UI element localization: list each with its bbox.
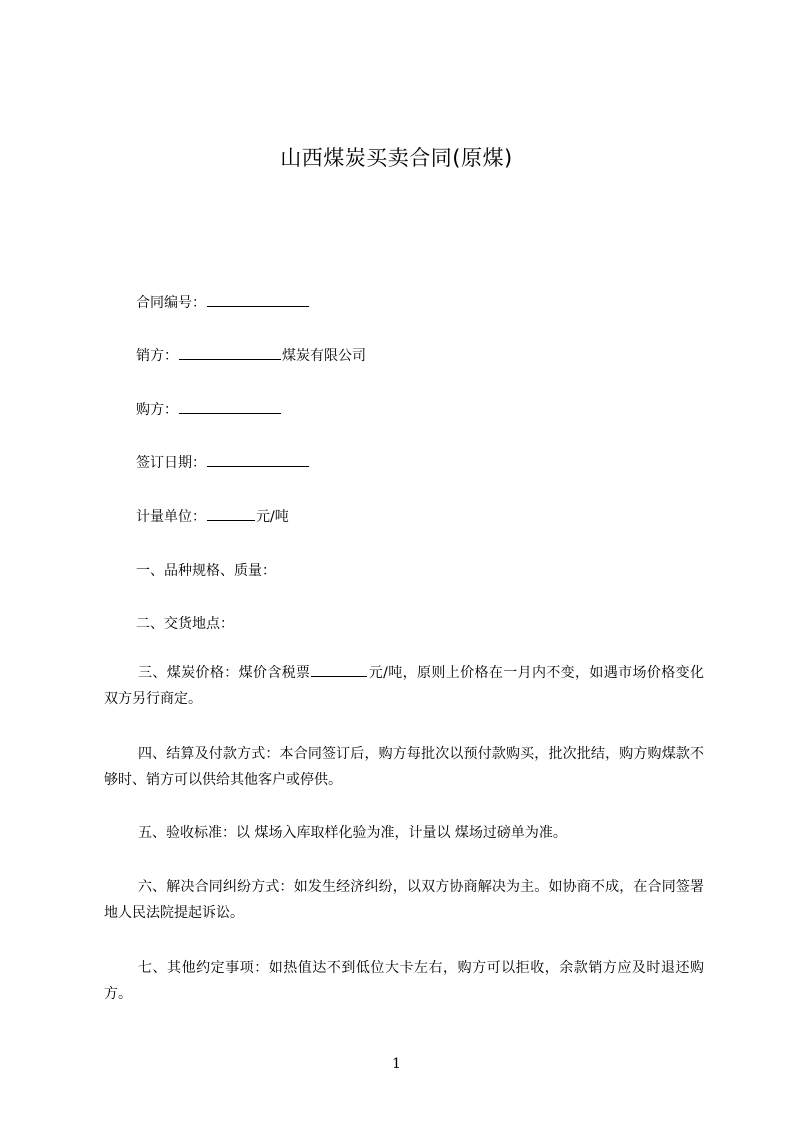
section-2: 二、交货地点： <box>136 616 234 632</box>
section-5: 五、验收标准：以 煤场入库取样化验为准，计量以 煤场过磅单为准。 <box>138 825 567 841</box>
unit-suffix: 元/吨 <box>256 509 289 525</box>
contract-number-label: 合同编号： <box>136 295 206 311</box>
page-number: 1 <box>392 1056 401 1072</box>
price-blank <box>311 662 367 677</box>
section-1: 一、品种规格、质量： <box>136 563 276 579</box>
buyer-line <box>136 399 282 419</box>
sign-date-blank <box>207 452 309 467</box>
seller-blank <box>179 345 281 360</box>
unit-line <box>136 506 289 526</box>
section-6: 六、解决合同纠纷方式：如发生经济纠纷，以双方协商解决为主。如协商不成，在合同签署地人民法院提起诉讼。 <box>104 879 704 921</box>
section-3 <box>104 660 704 712</box>
section-3-text-a: 三、煤炭价格：煤价含税票 <box>138 665 311 681</box>
section-4: 四、结算及付款方式：本合同签订后，购方每批次以预付款购买，批次批结，购方购煤款不够时、销方可以供给其他客户或停供。 <box>104 746 704 788</box>
seller-line <box>136 345 366 365</box>
unit-blank <box>207 506 255 521</box>
seller-suffix: 煤炭有限公司 <box>282 348 366 364</box>
buyer-label: 购方： <box>136 402 178 418</box>
section-7: 七、其他约定事项：如热值达不到低位大卡左右，购方可以拒收，余款销方应及时退还购方。 <box>104 960 704 1002</box>
unit-label: 计量单位： <box>136 509 206 525</box>
section-3-text-b: 元/吨，原则上价格在一月内不变，如遇市场价格变化双方另行商定。 <box>104 665 705 707</box>
document-title: 山西煤炭买卖合同(原煤) <box>280 146 513 170</box>
seller-label: 销方： <box>136 348 178 364</box>
contract-number-blank <box>207 292 309 307</box>
sign-date-line <box>136 452 310 472</box>
sign-date-label: 签订日期： <box>136 455 206 471</box>
contract-number-line <box>136 292 310 312</box>
buyer-blank <box>179 399 281 414</box>
